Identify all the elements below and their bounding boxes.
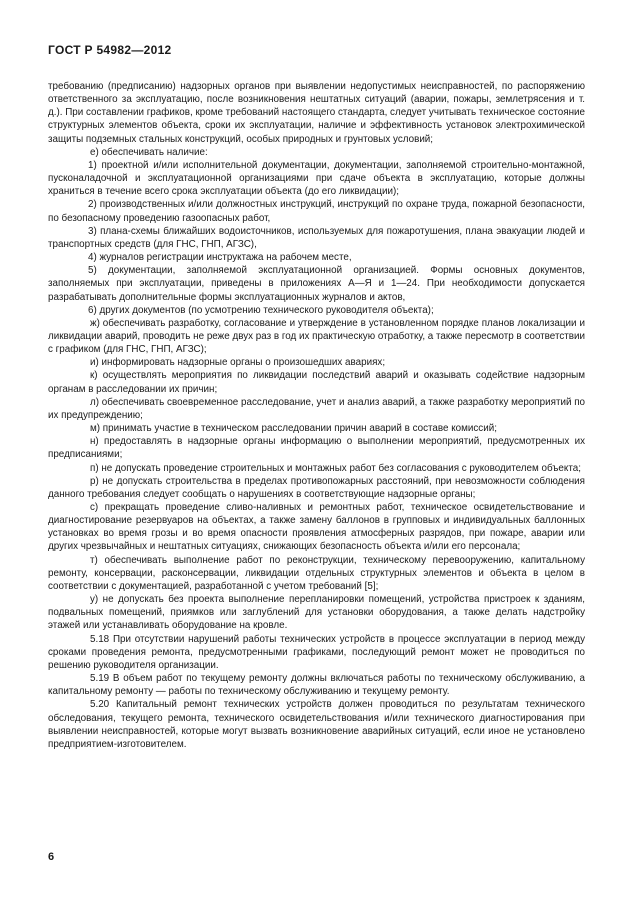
paragraph: е) обеспечивать наличие: bbox=[90, 146, 208, 158]
paragraph: м) принимать участие в техническом расследовании причин аварий в составе комиссий; bbox=[90, 423, 497, 435]
paragraph: требованию (предписанию) надзорных органов при выявлении недопустимых неисправностей, по распоряжению ответственного за эксплуатацию, после возникновения нештатных ситуаций (аварии, пожары, землетрясения и т. д.). При составлении графиков, кроме требований настоящего стандарта, следует учитывать техническое состояние структурных элементов объекта, сроки их эксплуатации, наличие и эффективность установок электрохимической защиты подземных стальных конструкций, особых природных и грунтовых условий; bbox=[48, 81, 585, 145]
paragraph: 1) проектной и/или исполнительной документации, документации, заполняемой строительно-монтажной, пусконаладочной и эксплуатационной организациями при сдаче объекта в эксплуатацию, которые должны храниться в течение всего срока эксплуатации объекта (до его ликвидации); bbox=[48, 159, 585, 198]
paragraph: к) осуществлять мероприятия по ликвидации последствий аварий и оказывать содействие надзорным органам в расследовании их причин; bbox=[48, 370, 585, 395]
paragraph: ж) обеспечивать разработку, согласование и утверждение в установленном порядке планов локализации и ликвидации аварий, проводить не реже двух раз в год их практическую отработку, а также пересмотр в соответствии с графиком (для ГНС, ГНП, АГЗС); bbox=[48, 317, 585, 356]
paragraph: 5.20 Капитальный ремонт технических устройств должен проводиться по результатам технического обследования, текущего ремонта, технического освидетельствования и/или технического диагностирования при выявлении неисправностей, которые могут вызвать возникновение аварийных ситуаций, если иное не установлено предприятием-изготовителем. bbox=[48, 699, 585, 750]
paragraph: 3) плана-схемы ближайших водоисточников, используемых для пожаротушения, плана эвакуации людей и транспортных средств (для ГНС, ГНП, АГЗС), bbox=[48, 225, 585, 250]
paragraph: 4) журналов регистрации инструктажа на рабочем месте, bbox=[88, 252, 352, 264]
paragraph: 5.19 В объем работ по текущему ремонту должны включаться работы по техническому обслуживанию, а капитальному ремонту — работы по техническому обслуживанию и текущему ремонту. bbox=[48, 673, 585, 698]
standard-header: ГОСТ Р 54982—2012 bbox=[48, 43, 172, 57]
paragraph: 5) документации, заполняемой эксплуатационной организацией. Формы основных документов, заполняемых при эксплуатации, приведены в приложениях А—Я и 1—24. При необходимости допускается разрабатывать дополнительные формы эксплуатационных журналов и актов, bbox=[48, 265, 585, 303]
paragraph: с) прекращать проведение сливо-наливных и ремонтных работ, техническое освидетельствование и диагностирование резервуаров на объектах, а также замену баллонов в групповых и индивидуальных баллонных установках во время грозы и во время опасности проявления атмосферных разрядов, при пожаре, аварии или других чрезвычайных и нештатных ситуациях, снижающих безопасность объекта и/или его персонала; bbox=[48, 502, 585, 553]
paragraph: п) не допускать проведение строительных и монтажных работ без согласования с руководителем объекта; bbox=[90, 462, 581, 474]
paragraph: 5.18 При отсутствии нарушений работы технических устройств в процессе эксплуатации в период между сроками проведения ремонта, предусмотренными графиками, последующий ремонт может не проводиться по решению руководителя организации. bbox=[48, 633, 585, 671]
paragraph: н) предоставлять в надзорные органы информацию о выполнении мероприятий, предусмотренных их предписаниями; bbox=[48, 436, 585, 461]
paragraph: 6) других документов (по усмотрению технического руководителя объекта); bbox=[88, 304, 434, 316]
paragraph: 2) производственных и/или должностных инструкций, инструкций по охране труда, пожарной безопасности, по безопасному проведению газоопасных работ, bbox=[48, 199, 585, 224]
paragraph: р) не допускать строительства в пределах противопожарных расстояний, при невозможности соблюдения данного требования следует сообщать о нарушениях в соответствующие надзорные органы; bbox=[48, 475, 585, 500]
paragraph: у) не допускать без проекта выполнение перепланировки помещений, устройства пристроек к зданиям, подвальных помещений, приямков или заглублений для установки оборудования, а также делать надстройку этажей или устанавливать оборудование на кровле. bbox=[48, 594, 585, 632]
paragraph: л) обеспечивать своевременное расследование, учет и анализ аварий, а также разработку мероприятий по их предупреждению; bbox=[48, 396, 585, 421]
paragraph: и) информировать надзорные органы о произошедших авариях; bbox=[90, 357, 386, 369]
document-body bbox=[48, 80, 585, 751]
page-number: 6 bbox=[48, 851, 55, 863]
paragraph: т) обеспечивать выполнение работ по реконструкции, техническому перевооружению, капитальному ремонту, консервации, расконсервации, ликвидации отдельных структурных элементов и объекта в целом в соответствии с документацией, разработанной с учетом требований [5]; bbox=[48, 554, 585, 592]
